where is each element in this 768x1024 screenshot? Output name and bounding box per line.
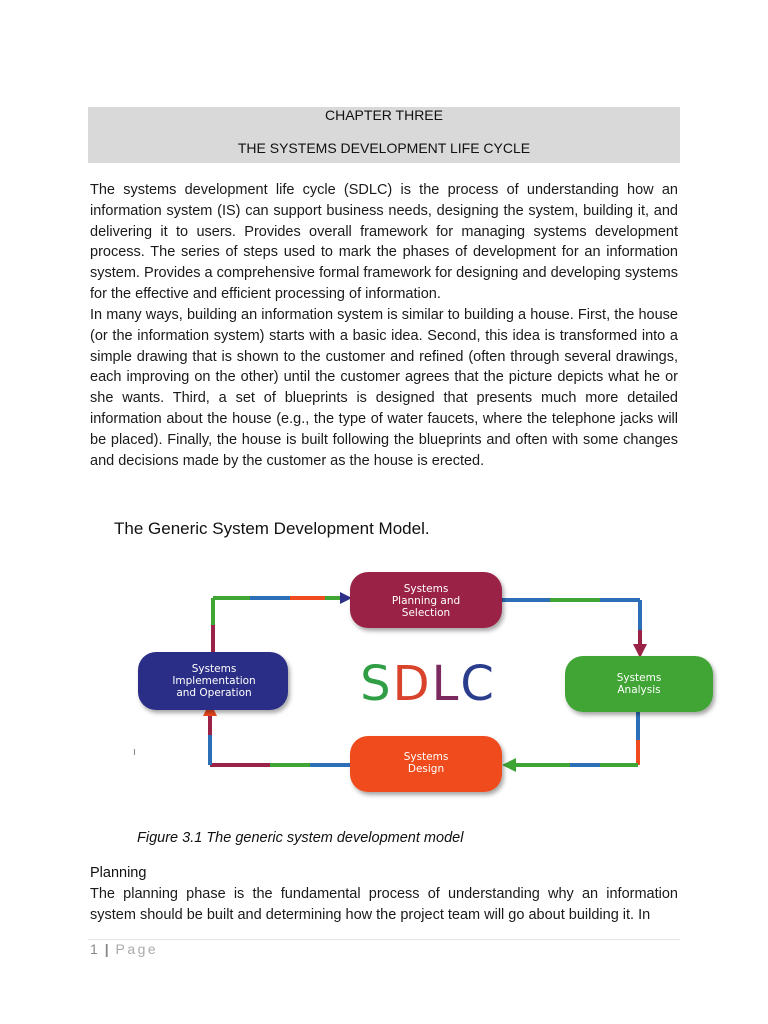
chapter-label: CHAPTER THREE [325,107,443,123]
page-footer [90,941,158,957]
implementation-label-1: Systems [191,663,237,675]
page-number: 1 [90,941,100,957]
footer-divider [88,939,680,940]
implementation-label-3: and Operation [176,687,252,699]
planning-label-3: Selection [401,607,451,619]
stray-mark [134,749,135,755]
design-label-2: Design [407,763,445,775]
analysis-label-1: Systems [616,672,662,684]
design-label-1: Systems [403,751,449,763]
page-label: Page [115,941,159,957]
analysis-label-2: Analysis [617,684,661,696]
planning-label-2: Planning and [391,595,461,607]
implementation-label-2: Implementation [172,675,256,687]
house-analogy-paragraph: In many ways, building an information system is similar to building a house. First, the house (or the information system) starts with a basic idea. Second, this idea is transformed into a simple drawing that is shown to the customer and refined (often through several drawings, each improving on the other) until the customer agrees that the picture depicts what he or she wants. Third, a set of blueprints is designed that presents much more detailed information about the house (e.g., the type of water faucets, where the telephone jacks will be placed). Finally, the house is built following the blueprints and often with some changes and decisions made by the customer as the house is erected. [90,307,678,469]
intro-paragraph: The systems development life cycle (SDLC) is the process of understanding how an information system (IS) can support business needs, designing the system, building it, and delivering it to users. Provides overall framework for managing systems development process. The series of steps used to mark the phases of development for an information system. Provides a comprehensive formal framework for designing and developing systems for the effective and efficient processing of information. [90,182,678,302]
footer-separator: | [104,941,111,957]
arrow-to-design [502,758,516,772]
planning-label-1: Systems [403,583,449,595]
arrow-to-analysis [633,644,647,658]
sdlc-diagram [130,560,720,810]
sdlc-wordmark: SDLC [360,656,496,712]
planning-heading: Planning [90,865,147,881]
chapter-header [88,107,680,163]
planning-paragraph: The planning phase is the fundamental process of understanding why an information system should be built and determining how the project team will go about building it. In [90,886,678,923]
chapter-title: THE SYSTEMS DEVELOPMENT LIFE CYCLE [237,140,531,156]
figure-caption: Figure 3.1 The generic system development model [137,830,464,846]
section-title: The Generic System Development Model. [114,519,430,538]
